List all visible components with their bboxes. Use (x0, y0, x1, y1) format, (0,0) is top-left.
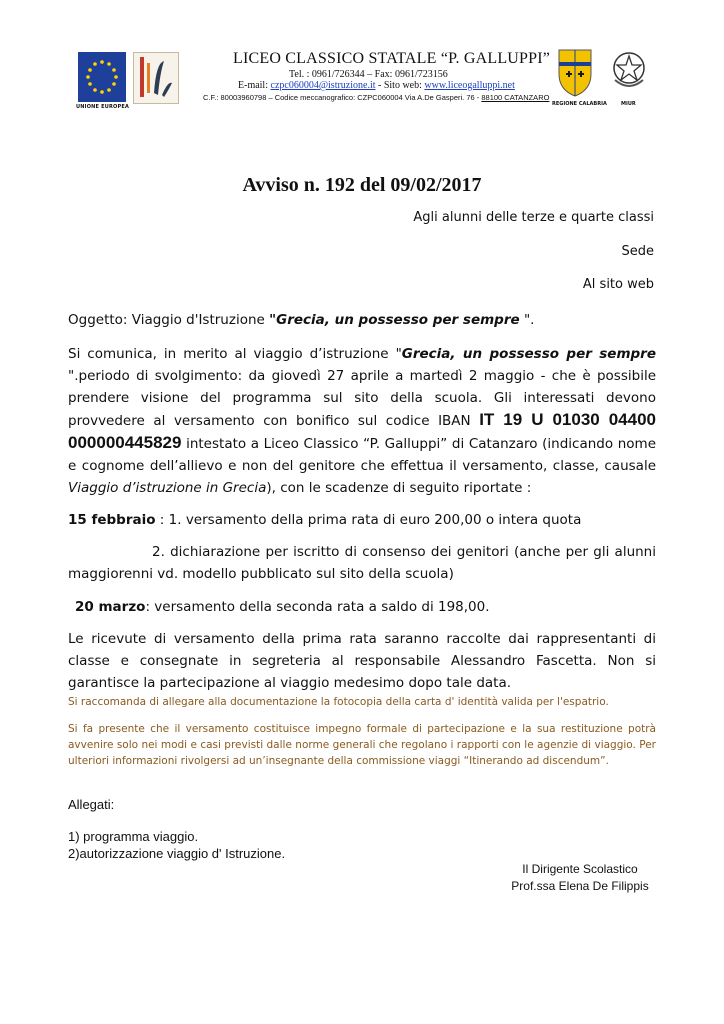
main-text-4: ), con le scadenze di seguito riportate : (266, 480, 532, 496)
contact-line (238, 80, 515, 91)
subject-trip: "Grecia, un possesso per sempre (269, 312, 520, 328)
subject-suffix: ". (519, 312, 535, 328)
miur-label: MIUR (621, 101, 636, 107)
cf-cap: 88100 CATANZARO (481, 93, 550, 102)
recipient-line: Al sito web (582, 277, 654, 292)
school-name: LICEO CLASSICO STATALE “P. GALLUPPI” (233, 50, 551, 67)
deadline-2-date: 20 marzo (75, 599, 146, 615)
note-commitment: Si fa presente che il versamento costituisce impegno formale di partecipazione e la sua restituzione potrà avvenire solo nei modi e casi previsti dalle norme generali che regolano i rapporti con le agenzie di viaggio. Per ulteriori informazioni rivolgersi ad un’insegnante della commissione viaggi “Itinerando ad discendum”. (68, 723, 656, 767)
signature-name: Prof.ssa Elena De Filippis (511, 879, 649, 893)
cf-line (203, 93, 549, 102)
iban-code: IT 19 U 01030 04400 000000445829 (68, 410, 656, 452)
eu-label: UNIONE EUROPEA (76, 104, 130, 110)
deadline-1-item-1: : 1. versamento della prima rata di euro 200,00 o intera quota (155, 512, 582, 528)
main-text-3: intestato a Liceo Classico “P. Galluppi” di Catanzaro (indicando nome e cognome dell’allievo e non del genitore che effettua il versamento, classe, causale (68, 436, 656, 474)
subject-prefix: Oggetto: Viaggio d'Istruzione (68, 312, 270, 328)
deadline-1-date: 15 febbraio (68, 512, 156, 528)
attachment-item: 1) programma viaggio. (68, 829, 199, 844)
deadline-2-text: : versamento della seconda rata a saldo di 198,00. (145, 599, 490, 615)
main-text-1: Si comunica, in merito al viaggio d’istruzione " (68, 346, 402, 362)
deadline-1-item-2: 2. dichiarazione per iscritto di consenso dei genitori (anche per gli alunni maggiorenni vd. modello pubblicato sul sito della scuola) (68, 544, 656, 582)
calabria-crest-logo (555, 46, 595, 98)
attachments-label: Allegati: (68, 797, 115, 812)
main-trip: Grecia, un possesso per sempre (401, 346, 656, 362)
deadline-2 (75, 596, 663, 618)
main-text-2: ".periodo di svolgimento: da giovedì 27 aprile a martedì 2 maggio - che è possibile prendere visione del programma sul sito della scuola. Gli interessati devono provvedere al versamento con bonifico sul codice IBAN (68, 368, 656, 429)
calabria-label: REGIONE CALABRIA (552, 101, 607, 107)
causale: Viaggio d’istruzione in Grecia (68, 480, 267, 496)
subject-line (68, 309, 656, 331)
signature-role: Il Dirigente Scolastico (522, 862, 638, 876)
recipient-line: Agli alunni delle terze e quarte classi (413, 210, 654, 225)
receipts-paragraph: Le ricevute di versamento della prima rata saranno raccolte dai rappresentanti di classe e consegnate in segreteria al responsabile Alessandro Fascetta. Non si garantisce la partecipazione al viaggio medesimo dopo tale data. (68, 631, 656, 691)
school-logo (133, 52, 179, 104)
website-link[interactable]: www.liceogalluppi.net (424, 80, 515, 91)
eu-flag-logo (78, 52, 126, 102)
cf-text: C.F.: 80003960798 – Codice meccanografico: CZPC060004 Via A.De Gasperi. 76 - (203, 93, 482, 102)
deadline-1 (68, 509, 656, 531)
notice-title: Avviso n. 192 del 09/02/2017 (242, 174, 482, 196)
email-prefix: E-mail: (238, 80, 271, 91)
main-paragraph (68, 343, 656, 499)
attachment-item: 2)autorizzazione viaggio d' Istruzione. (68, 846, 286, 861)
recipient-line: Sede (621, 244, 654, 259)
site-prefix: - Sito web: (375, 80, 425, 91)
email-link[interactable]: czpc060004@istruzione.it (270, 80, 376, 91)
tel-fax: Tel. : 0961/726344 – Fax: 0961/723156 (289, 69, 448, 80)
italian-emblem-logo (609, 46, 649, 96)
note-identity-card: Si raccomanda di allegare alla documentazione la fotocopia della carta d' identità valida per l'espatrio. (68, 696, 609, 708)
